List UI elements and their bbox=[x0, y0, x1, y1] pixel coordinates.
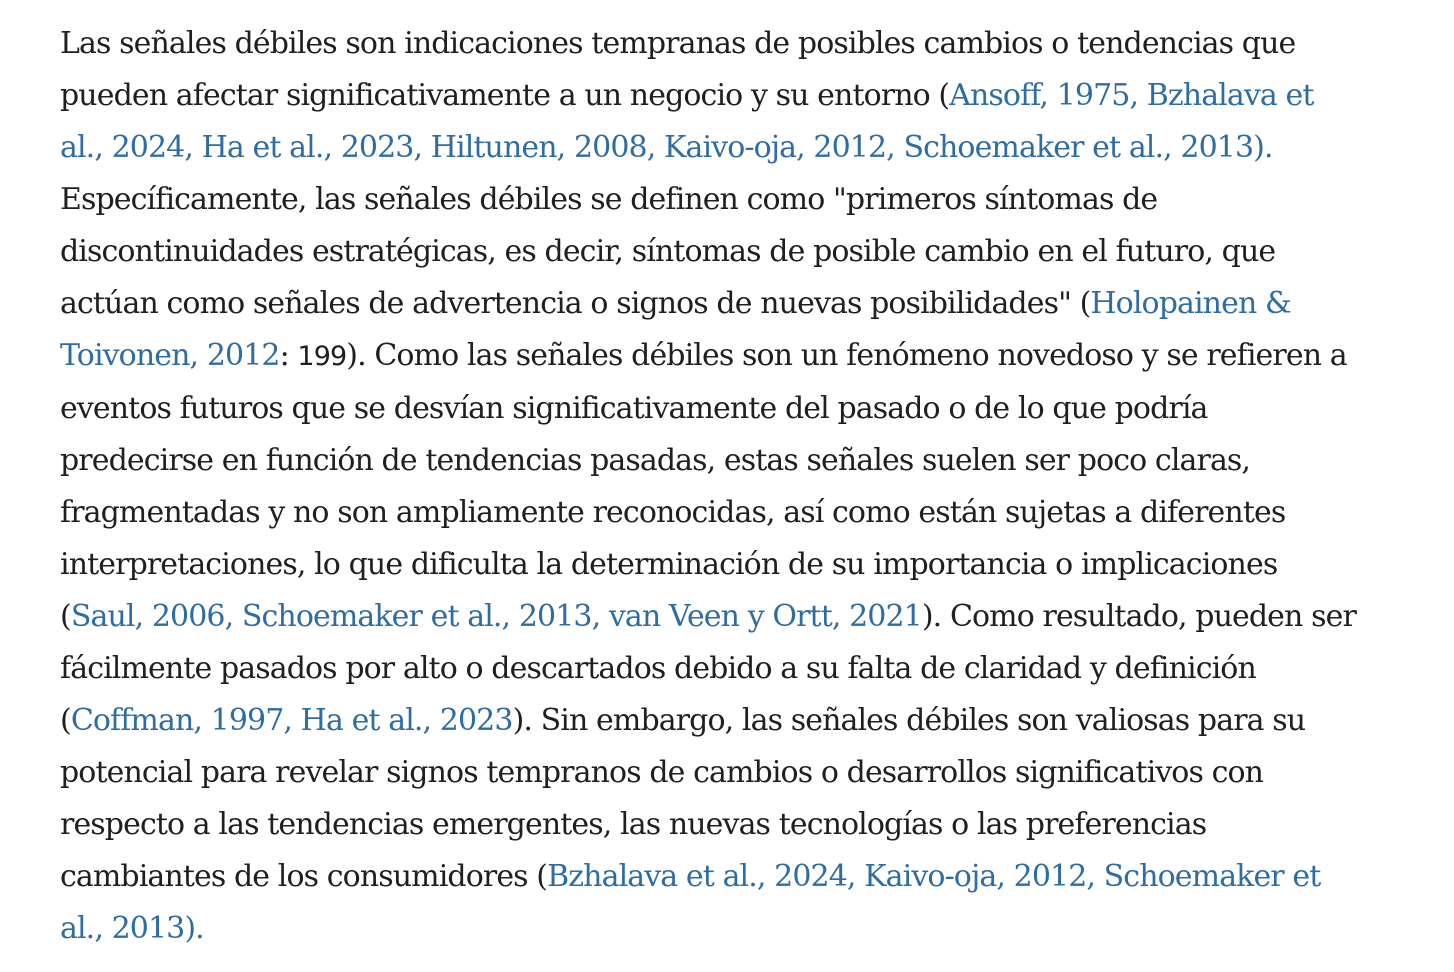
text-span: ( bbox=[60, 703, 71, 738]
citation-link-bzhalava-2024[interactable]: Bzhalava et al., 2024, Kaivo-oja, 2012, Schoemaker et bbox=[547, 859, 1321, 894]
text-line-2 bbox=[60, 70, 1390, 122]
text-line-6 bbox=[60, 278, 1390, 330]
text-line-5: discontinuidades estratégicas, es decir, síntomas de posible cambio en el futuro, que bbox=[60, 234, 1276, 269]
paragraph bbox=[60, 18, 1390, 955]
text-line-18 bbox=[60, 903, 1390, 955]
citation-close-paren: ). bbox=[184, 911, 204, 946]
text-line-7 bbox=[60, 330, 1390, 383]
text-span: ). Sin embargo, las señales débiles son valiosas para su bbox=[512, 703, 1306, 738]
text-line-8: eventos futuros que se desvían significativamente del pasado o de lo que podría bbox=[60, 391, 1208, 426]
citation-link-holopainen-2012-cont[interactable]: Toivonen, 2012 bbox=[60, 338, 280, 373]
text-line-17 bbox=[60, 851, 1390, 903]
text-line-12 bbox=[60, 591, 1390, 643]
citation-link-saul-2006[interactable]: Saul, 2006, Schoemaker et al., 2013, van Veen y Ortt, 2021 bbox=[70, 599, 922, 634]
text-line-10: fragmentadas y no son ampliamente reconocidas, así como están sujetas a diferentes bbox=[60, 495, 1286, 530]
text-span: ). Como las señales débiles son un fenómeno novedoso y se refieren a bbox=[346, 338, 1347, 373]
text-line-15: potencial para revelar signos tempranos de cambios o desarrollos significativos con bbox=[60, 755, 1264, 790]
text-line-11: interpretaciones, lo que dificulta la determinación de su importancia o implicaciones bbox=[60, 547, 1278, 582]
citation-link-bzhalava-2024-cont[interactable]: al., 2013 bbox=[60, 911, 185, 946]
citation-link-ansoff-1975-cont[interactable]: al., 2024, Ha et al., 2023, Hiltunen, 2008, Kaivo-oja, 2012, Schoemaker et al., 2013 bbox=[60, 130, 1254, 165]
page-number: 199 bbox=[297, 341, 347, 372]
text-span: actúan como señales de advertencia o signos de nuevas posibilidades" ( bbox=[60, 286, 1091, 321]
text-line-14 bbox=[60, 695, 1390, 747]
article-body bbox=[60, 18, 1390, 955]
text-line-16: respecto a las tendencias emergentes, las nuevas tecnologías o las preferencias bbox=[60, 807, 1207, 842]
text-line-4: Específicamente, las señales débiles se definen como "primeros síntomas de bbox=[60, 182, 1158, 217]
text-line-13: fácilmente pasados por alto o descartados debido a su falta de claridad y definición bbox=[60, 651, 1256, 686]
text-line-9: predecirse en función de tendencias pasadas, estas señales suelen ser poco claras, bbox=[60, 443, 1251, 478]
text-span: ( bbox=[60, 599, 71, 634]
citation-close-paren: ). bbox=[1253, 130, 1273, 165]
text-span: pueden afectar significativamente a un negocio y su entorno ( bbox=[60, 78, 950, 113]
text-span: cambiantes de los consumidores ( bbox=[60, 859, 548, 894]
text-span: ). Como resultado, pueden ser bbox=[921, 599, 1356, 634]
citation-link-ansoff-1975[interactable]: Ansoff, 1975, Bzhalava et bbox=[949, 78, 1314, 113]
text-span: : bbox=[279, 338, 298, 373]
text-line-3 bbox=[60, 122, 1390, 174]
citation-link-holopainen-2012[interactable]: Holopainen & bbox=[1090, 286, 1291, 321]
citation-link-coffman-1997[interactable]: Coffman, 1997, Ha et al., 2023 bbox=[70, 703, 513, 738]
text-line-1: Las señales débiles son indicaciones tempranas de posibles cambios o tendencias que bbox=[60, 26, 1296, 61]
